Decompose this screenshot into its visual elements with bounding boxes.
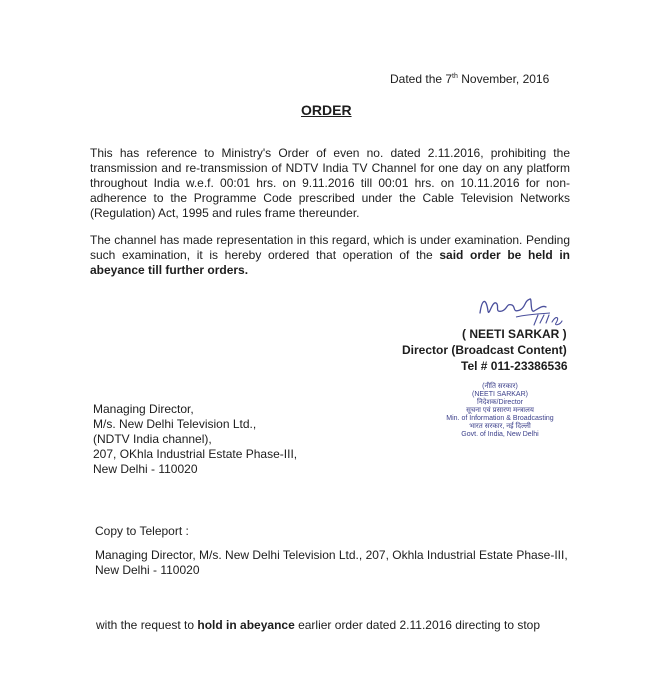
request-text: with the request to [96, 618, 198, 632]
date-suffix: November, 2016 [457, 72, 550, 86]
document-title: ORDER [301, 102, 352, 118]
order-date [390, 72, 549, 86]
signatory-telephone: Tel # 011-23386536 [461, 359, 568, 373]
stamp-line: (NEETI SARKAR) [471, 391, 528, 398]
paragraph-abeyance-text: The channel has made representation in this regard, which is under examination. Pending such examination, it is hereby ordered that operation of the [90, 233, 570, 262]
addressee-line: 207, OKhla Industrial Estate Phase-III, [93, 447, 298, 461]
date-superscript: th [452, 73, 458, 80]
addressee-block [93, 402, 297, 477]
copy-to-label: Copy to Teleport : [95, 524, 189, 538]
paragraph-abeyance-bold: said order be held in abeyance till further orders. [90, 248, 570, 277]
official-stamp [430, 383, 570, 439]
stamp-line: सूचना एवं प्रसारण मन्त्रालय [466, 407, 534, 414]
signatory-designation: Director (Broadcast Content) [402, 343, 567, 357]
handwritten-signature [476, 293, 571, 329]
addressee-line: Managing Director, [93, 402, 194, 416]
stamp-line: Min. of Information & Broadcasting [446, 415, 554, 422]
stamp-line: Govt. of India, New Delhi [461, 431, 539, 438]
stamp-line: (नीति सरकार) [482, 383, 518, 390]
paragraph-reference: This has reference to Ministry's Order of even no. dated 2.11.2016, prohibiting the transmission and re-transmission of NDTV India TV Channel for one day on any platform throughout India w.e.f. 00:01 hrs. on 9.11.2016 till 00:01 hrs. on 10.11.2016 for non-adherence to the Programme Code prescribed under the Cable Television Networks (Regulation) Act, 1995 and rules frame thereunder. [90, 146, 570, 220]
request-bold: hold in abeyance [197, 618, 295, 632]
copy-to-address: Managing Director, M/s. New Delhi Television Ltd., 207, Okhla Industrial Estate Phase-III, New Delhi - 110020 [95, 548, 568, 577]
request-text-end: earlier order dated 2.11.2016 directing to stop [294, 618, 541, 632]
stamp-line: भारत सरकार, नई दिल्ली [469, 423, 531, 430]
request-line [96, 618, 540, 632]
addressee-line: M/s. New Delhi Television Ltd., [93, 417, 257, 431]
date-prefix: Dated the 7 [390, 72, 453, 86]
signatory-name: ( NEETI SARKAR ) [462, 327, 567, 341]
addressee-line: (NDTV India channel), [93, 432, 212, 446]
paragraph-abeyance [90, 233, 570, 278]
addressee-line: New Delhi - 110020 [93, 462, 198, 476]
stamp-line: निदेशक/Director [477, 399, 523, 406]
